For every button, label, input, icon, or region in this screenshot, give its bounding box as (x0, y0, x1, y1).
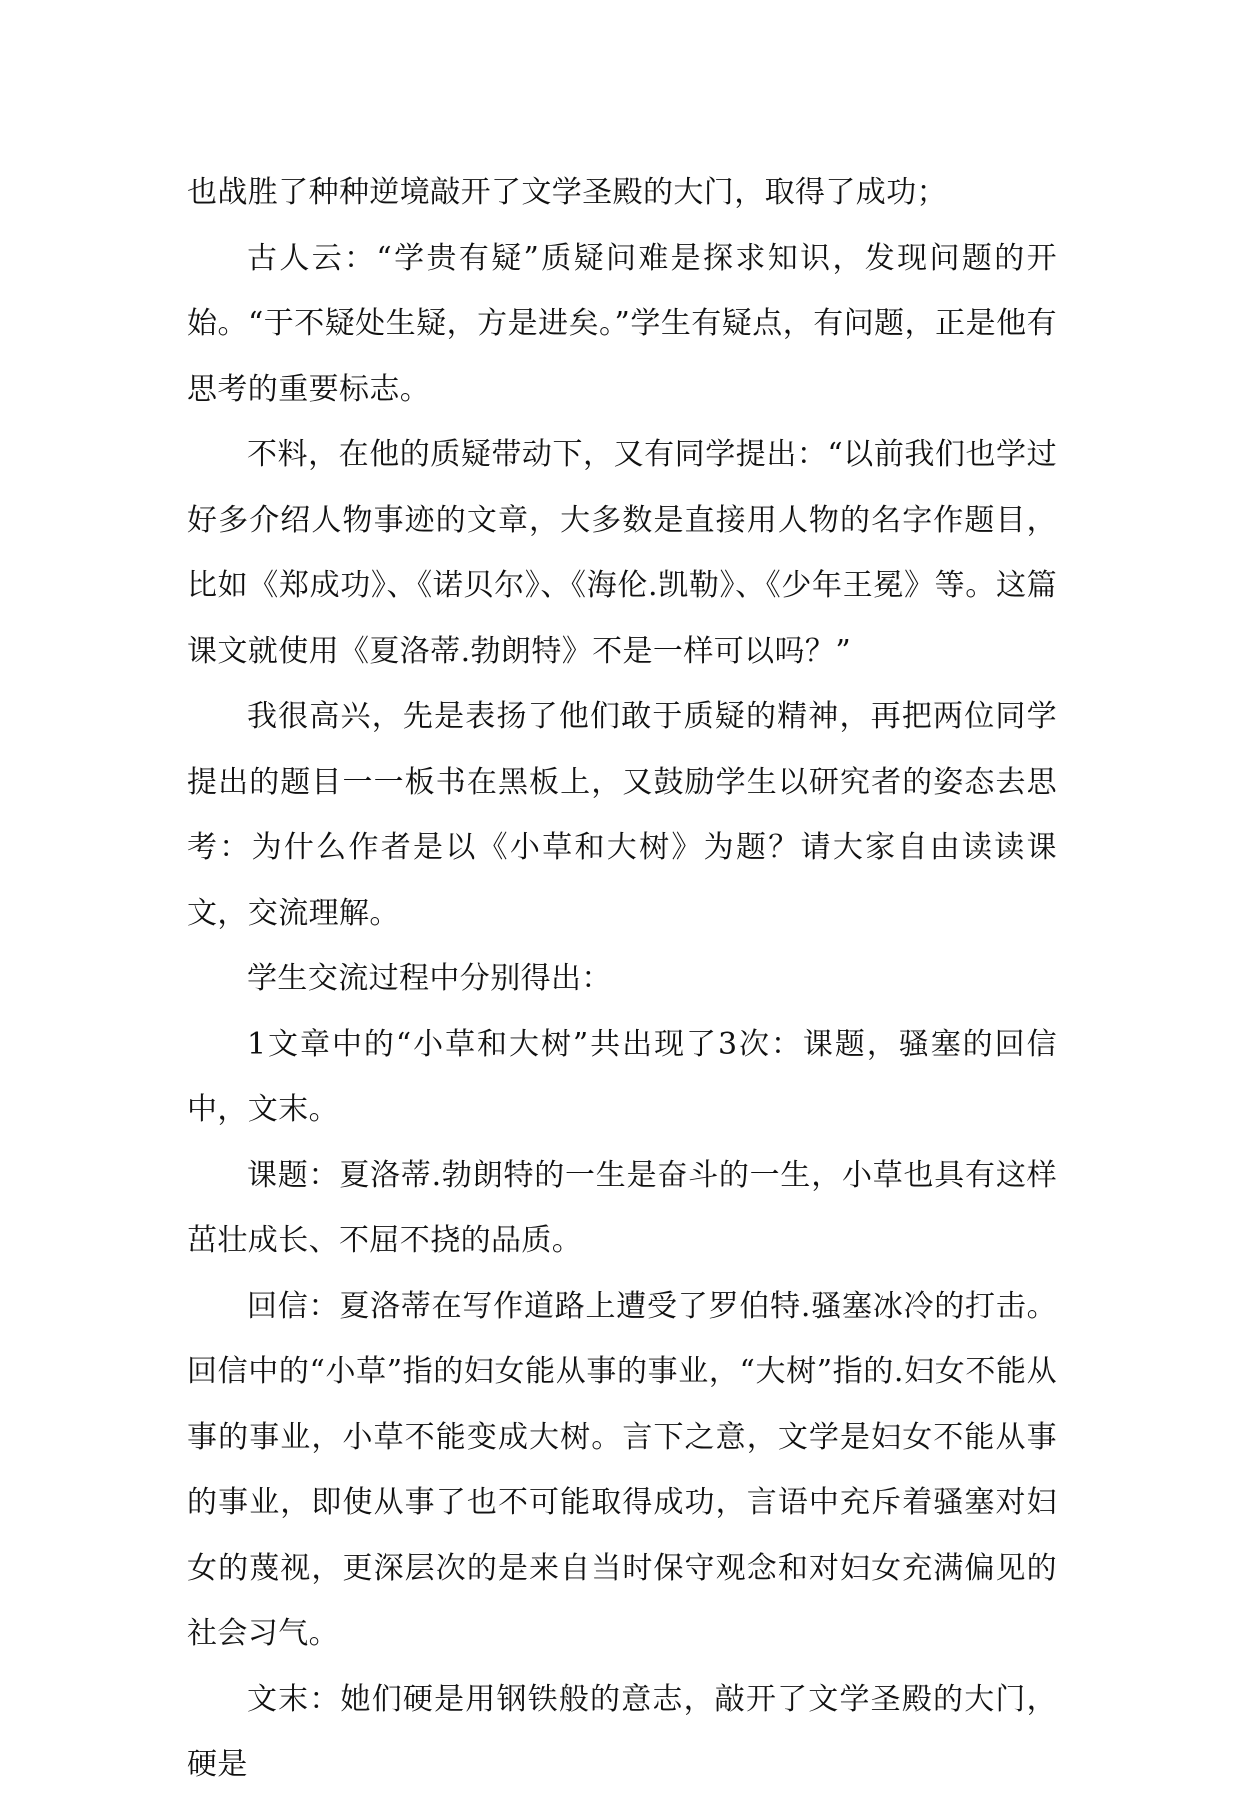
paragraph: 回信：夏洛蒂在写作道路上遭受了罗伯特.骚塞冰冷的打击。回信中的“小草”指的妇女能从事的事业，“大树”指的.妇女不能从事的事业，小草不能变成大树。言下之意，文学是妇女不能从事的事业，即使从事了也不可能取得成功，言语中充斥着骚塞对妇女的蔑视，更深层次的是来自当时保守观念和对妇女充满偏见的社会习气。 (187, 1288, 1057, 1651)
paragraph: 不料，在他的质疑带动下，又有同学提出：“以前我们也学过好多介绍人物事迹的文章，大多数是直接用人物的名字作题目，比如《郑成功》、《诺贝尔》、《海伦.凯勒》、《少年王冕》等。这篇课文就使用《夏洛蒂.勃朗特》不是一样可以吗？” (187, 437, 1057, 669)
body-text (187, 160, 1057, 1798)
paragraph: 学生交流过程中分别得出： (247, 961, 612, 996)
paragraph: 古人云：“学贵有疑”质疑问难是探求知识，发现问题的开始。“于不疑处生疑，方是进矣。”学生有疑点，有问题，正是他有思考的重要标志。 (187, 240, 1057, 407)
paragraph: 1文章中的“小草和大树”共出现了3次：课题，骚塞的回信中，文末。 (187, 1026, 1057, 1127)
paragraph: 也战胜了种种逆境敲开了文学圣殿的大门，取得了成功； (187, 175, 947, 210)
paragraph: 我很高兴，先是表扬了他们敢于质疑的精神，再把两位同学提出的题目一一板书在黑板上，又鼓励学生以研究者的姿态去思考：为什么作者是以《小草和大树》为题？请大家自由读读课文，交流理解。 (187, 699, 1057, 931)
paragraph: 文末：她们硬是用钢铁般的意志，敲开了文学圣殿的大门，硬是 (187, 1681, 1057, 1782)
paragraph: 课题：夏洛蒂.勃朗特的一生是奋斗的一生，小草也具有这样茁壮成长、不屈不挠的品质。 (187, 1157, 1057, 1258)
